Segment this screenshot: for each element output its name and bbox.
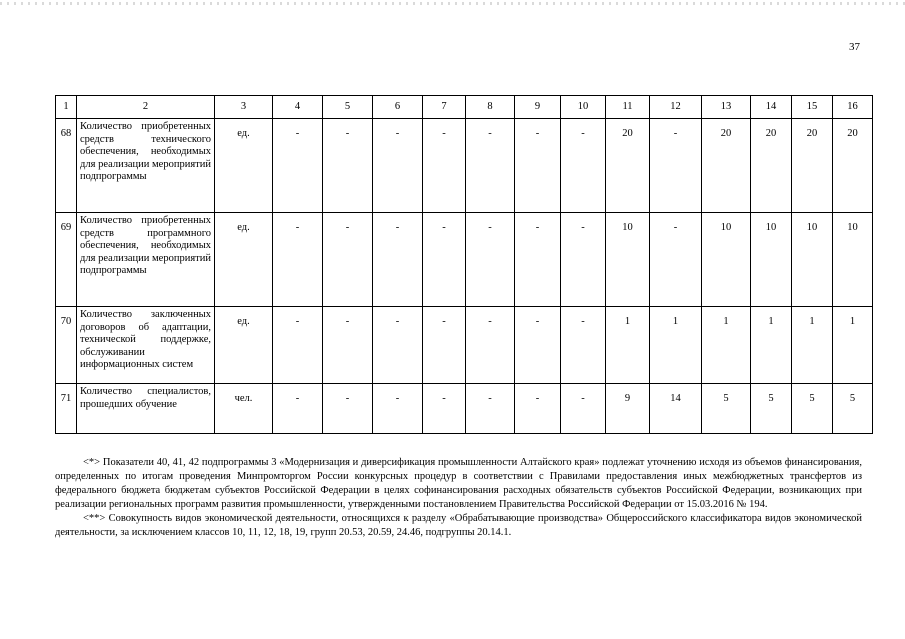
column-header: 12 bbox=[650, 96, 702, 119]
table-row bbox=[56, 384, 873, 434]
table-row bbox=[56, 213, 873, 307]
column-header: 8 bbox=[466, 96, 515, 119]
footnote-2: <**> Совокупность видов экономической деятельности, относящихся к разделу «Обрабатывающие производства» Общероссийского классификатора видов экономической деятельности, за исключением классов 10, 11, 12, 18, 19, групп 20.53, 20.59, 24.46, подгруппы 20.14.1. bbox=[55, 512, 862, 538]
value-cell: - bbox=[466, 213, 515, 307]
unit-cell: ед. bbox=[215, 213, 273, 307]
value-cell: 5 bbox=[792, 384, 833, 434]
column-header: 16 bbox=[833, 96, 873, 119]
value-cell: 5 bbox=[702, 384, 751, 434]
value-cell: - bbox=[273, 213, 323, 307]
column-header: 9 bbox=[515, 96, 561, 119]
indicator-name: Количество заключенных договоров об адаптации, технической поддержке, обслуживании информационных систем bbox=[77, 307, 215, 384]
value-cell: - bbox=[515, 119, 561, 213]
value-cell: - bbox=[323, 307, 373, 384]
indicator-name: Количество специалистов, прошедших обучение bbox=[77, 384, 215, 434]
indicator-name: Количество приобретенных средств программного обеспечения, необходимых для реализации мероприятий подпрограммы bbox=[77, 213, 215, 307]
value-cell: - bbox=[423, 307, 466, 384]
value-cell: 1 bbox=[792, 307, 833, 384]
value-cell: - bbox=[373, 119, 423, 213]
value-cell: 20 bbox=[751, 119, 792, 213]
column-header: 4 bbox=[273, 96, 323, 119]
value-cell: - bbox=[466, 307, 515, 384]
value-cell: 20 bbox=[792, 119, 833, 213]
value-cell: 10 bbox=[751, 213, 792, 307]
table-header-row bbox=[56, 96, 873, 119]
indicator-name: Количество приобретенных средств технического обеспечения, необходимых для реализации мероприятий подпрограммы bbox=[77, 119, 215, 213]
value-cell: - bbox=[466, 384, 515, 434]
value-cell: - bbox=[561, 384, 606, 434]
value-cell: - bbox=[561, 307, 606, 384]
column-header: 13 bbox=[702, 96, 751, 119]
value-cell: - bbox=[273, 384, 323, 434]
value-cell: 1 bbox=[751, 307, 792, 384]
row-number: 71 bbox=[56, 384, 77, 434]
row-number: 68 bbox=[56, 119, 77, 213]
value-cell: - bbox=[515, 307, 561, 384]
value-cell: - bbox=[273, 307, 323, 384]
column-header: 2 bbox=[77, 96, 215, 119]
value-cell: - bbox=[561, 213, 606, 307]
value-cell: - bbox=[423, 384, 466, 434]
value-cell: - bbox=[323, 213, 373, 307]
unit-cell: ед. bbox=[215, 119, 273, 213]
table-row bbox=[56, 119, 873, 213]
column-header: 3 bbox=[215, 96, 273, 119]
value-cell: 1 bbox=[606, 307, 650, 384]
value-cell: 20 bbox=[833, 119, 873, 213]
value-cell: - bbox=[515, 384, 561, 434]
footnote-1: <*> Показатели 40, 41, 42 подпрограммы 3 «Модернизация и диверсификация промышленности Алтайского края» подлежат уточнению исходя из объемов финансирования, определенных по итогам проведения Минпромторгом России конкурсных процедур в соответствии с Правилами предоставления иных межбюджетных трансфертов из федерального бюджета бюджетам субъектов Российской Федерации в целях софинансирования расходных обязательств субъектов Российской Федерации, возникающих при реализации региональных программ развития промышленности, утвержденными постановлением Правительства Российской Федерации от 15.03.2016 № 194. bbox=[55, 457, 862, 510]
column-header: 10 bbox=[561, 96, 606, 119]
scan-edge-line bbox=[0, 2, 905, 5]
value-cell: - bbox=[561, 119, 606, 213]
row-number: 69 bbox=[56, 213, 77, 307]
value-cell: 1 bbox=[833, 307, 873, 384]
value-cell: 10 bbox=[833, 213, 873, 307]
value-cell: 9 bbox=[606, 384, 650, 434]
unit-cell: ед. bbox=[215, 307, 273, 384]
column-header: 1 bbox=[56, 96, 77, 119]
value-cell: - bbox=[373, 307, 423, 384]
value-cell: 10 bbox=[606, 213, 650, 307]
value-cell: - bbox=[650, 119, 702, 213]
value-cell: 10 bbox=[792, 213, 833, 307]
value-cell: 14 bbox=[650, 384, 702, 434]
value-cell: - bbox=[423, 119, 466, 213]
value-cell: 1 bbox=[650, 307, 702, 384]
value-cell: - bbox=[515, 213, 561, 307]
table-row bbox=[56, 307, 873, 384]
value-cell: - bbox=[466, 119, 515, 213]
column-header: 15 bbox=[792, 96, 833, 119]
value-cell: 5 bbox=[751, 384, 792, 434]
indicators-table bbox=[55, 95, 873, 434]
value-cell: 1 bbox=[702, 307, 751, 384]
value-cell: - bbox=[373, 384, 423, 434]
page-number: 37 bbox=[849, 41, 860, 53]
value-cell: 20 bbox=[702, 119, 751, 213]
column-header: 5 bbox=[323, 96, 373, 119]
column-header: 11 bbox=[606, 96, 650, 119]
column-header: 14 bbox=[751, 96, 792, 119]
value-cell: - bbox=[423, 213, 466, 307]
column-header: 6 bbox=[373, 96, 423, 119]
footnotes bbox=[55, 456, 862, 539]
value-cell: - bbox=[273, 119, 323, 213]
value-cell: 20 bbox=[606, 119, 650, 213]
value-cell: - bbox=[650, 213, 702, 307]
value-cell: - bbox=[373, 213, 423, 307]
row-number: 70 bbox=[56, 307, 77, 384]
value-cell: 5 bbox=[833, 384, 873, 434]
value-cell: 10 bbox=[702, 213, 751, 307]
value-cell: - bbox=[323, 384, 373, 434]
unit-cell: чел. bbox=[215, 384, 273, 434]
value-cell: - bbox=[323, 119, 373, 213]
column-header: 7 bbox=[423, 96, 466, 119]
